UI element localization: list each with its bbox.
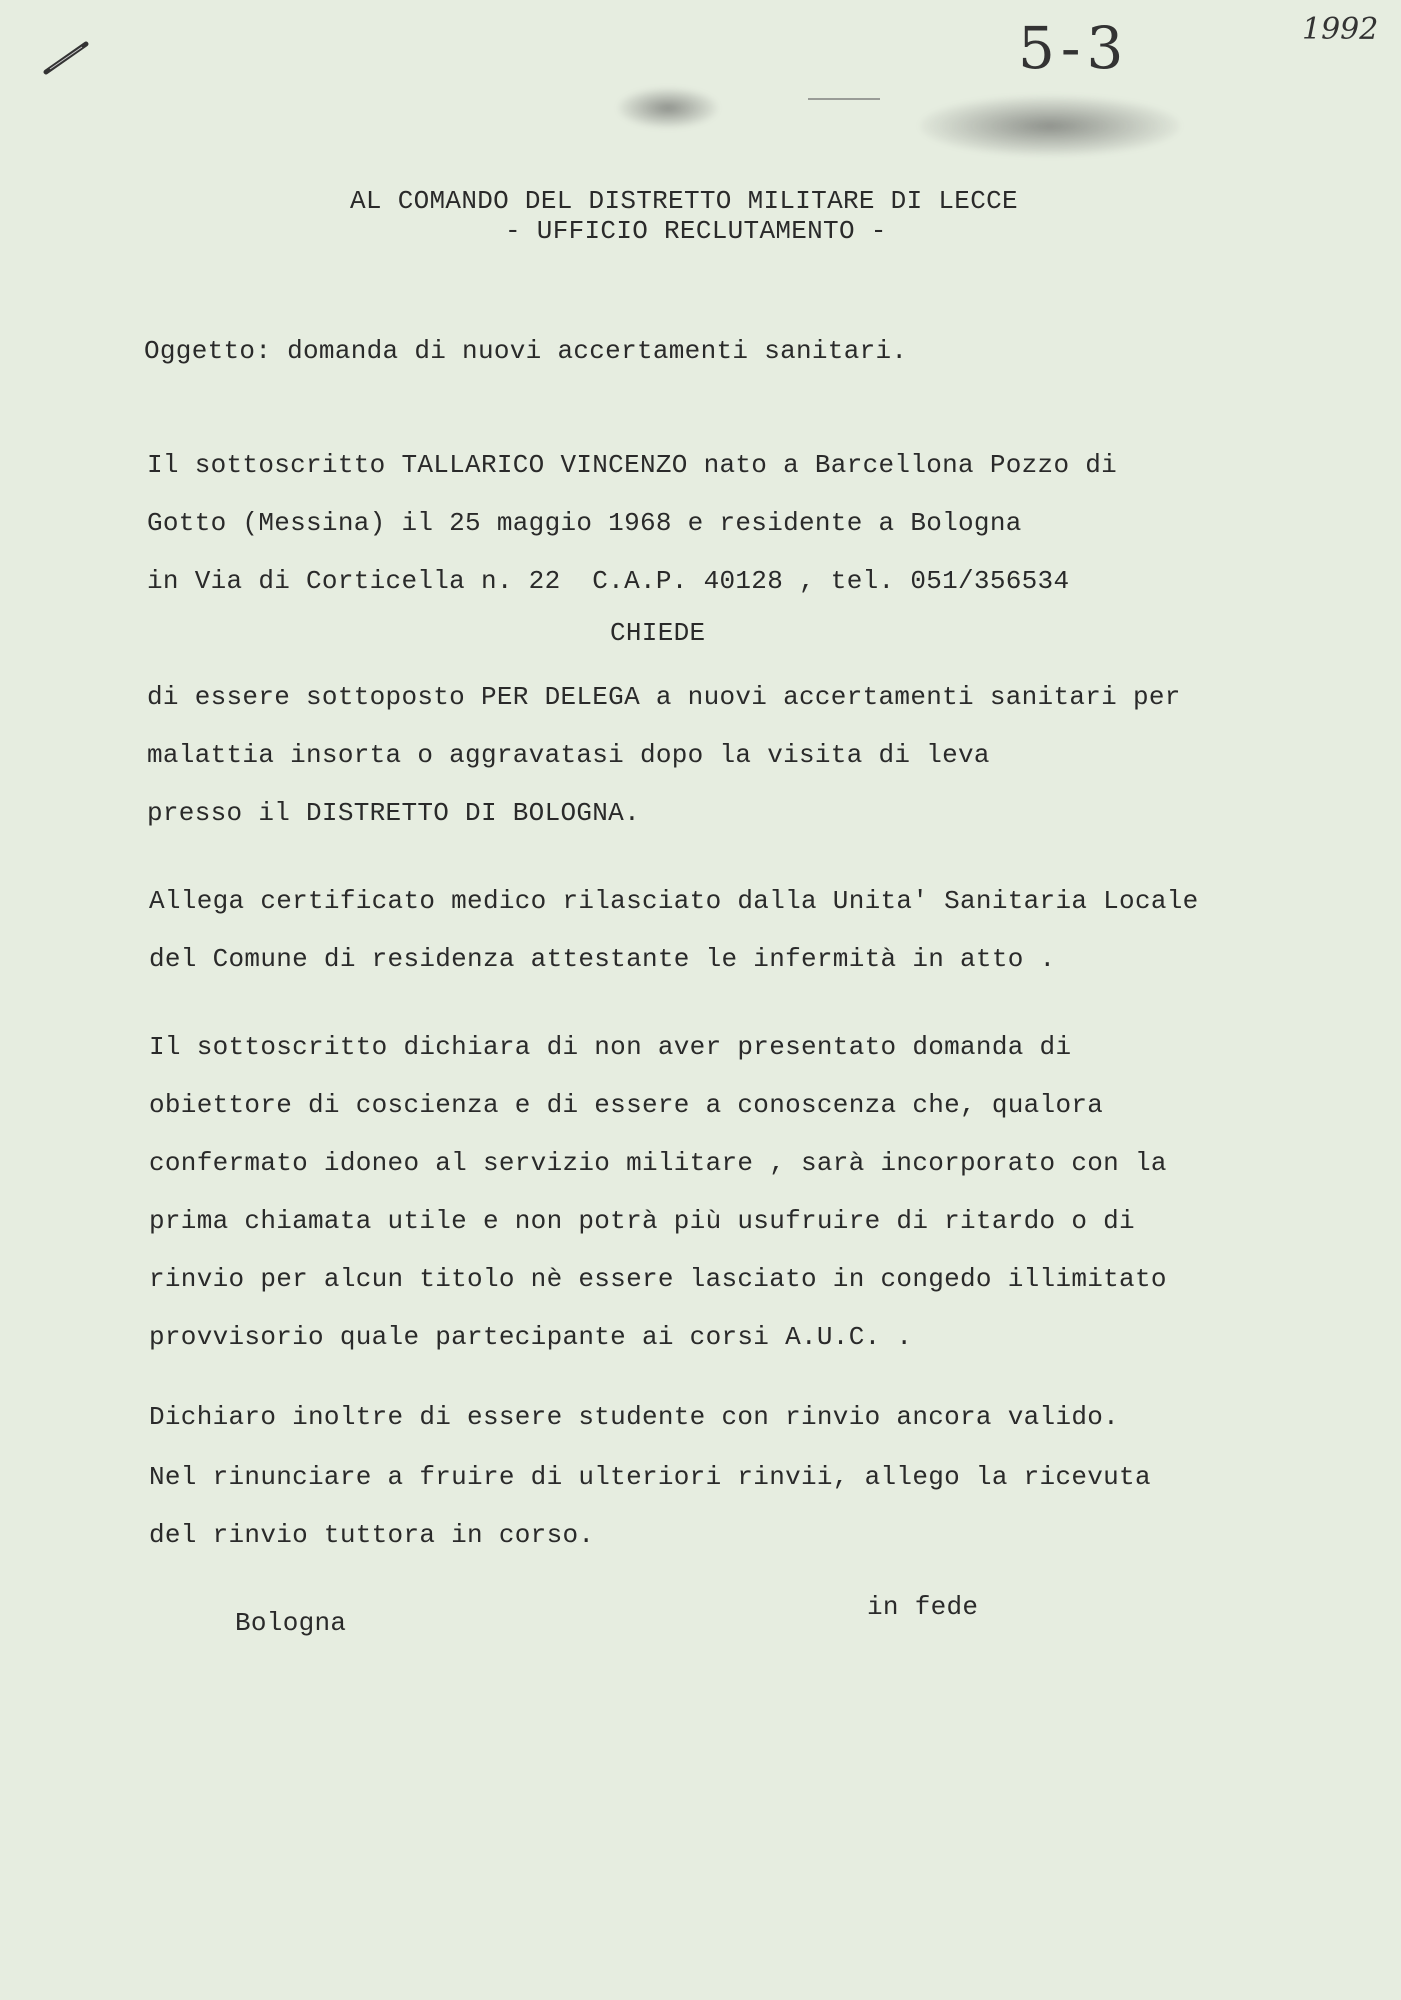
pen-mark-icon [42, 38, 92, 78]
paragraph4-line-4: prima chiamata utile e non potrà più usufruire di ritardo o di [149, 1206, 1135, 1236]
handwritten-ref-number: 5-3 [1018, 14, 1130, 82]
request-word: CHIEDE [610, 618, 706, 648]
paragraph4-line-3: confermato idoneo al servizio militare , sarà incorporato con la [149, 1148, 1167, 1178]
subject-line: Oggetto: domanda di nuovi accertamenti sanitari. [144, 336, 908, 366]
paragraph2-line-3: presso il DISTRETTO DI BOLOGNA. [147, 798, 640, 828]
stamp-dash [808, 98, 880, 100]
paragraph4-line-2: obiettore di coscienza e di essere a conoscenza che, qualora [149, 1090, 1104, 1120]
paragraph1-line-3: in Via di Corticella n. 22 C.A.P. 40128 , tel. 051/356534 [147, 566, 1070, 596]
header-line-2: - UFFICIO RECLUTAMENTO - [505, 216, 887, 246]
paragraph2-line-1: di essere sottoposto PER DELEGA a nuovi accertamenti sanitari per [147, 682, 1181, 712]
paragraph1-line-2: Gotto (Messina) il 25 maggio 1968 e residente a Bologna [147, 508, 1022, 538]
paragraph5-line-2: Nel rinunciare a fruire di ulteriori rinvii, allego la ricevuta [149, 1462, 1151, 1492]
closing-label: in fede [867, 1592, 979, 1622]
paragraph4-line-5: rinvio per alcun titolo nè essere lasciato in congedo illimitato [149, 1264, 1167, 1294]
place-label: Bologna [235, 1608, 347, 1638]
paragraph5-line-1: Dichiaro inoltre di essere studente con rinvio ancora valido. [149, 1402, 1120, 1432]
paragraph3-line-2: del Comune di residenza attestante le infermità in atto . [149, 944, 1056, 974]
stamp-smudge-left [618, 88, 718, 128]
handwritten-year: 1992 [1302, 12, 1379, 47]
paragraph5-line-3: del rinvio tuttora in corso. [149, 1520, 595, 1550]
paragraph4-line-6: provvisorio quale partecipante ai corsi A.U.C. . [149, 1322, 913, 1352]
header-line-1: AL COMANDO DEL DISTRETTO MILITARE DI LECCE [350, 186, 1018, 216]
paragraph4-line-1: Il sottoscritto dichiara di non aver presentato domanda di [149, 1032, 1072, 1062]
paragraph1-line-1: Il sottoscritto TALLARICO VINCENZO nato a Barcellona Pozzo di [147, 450, 1118, 480]
paragraph3-line-1: Allega certificato medico rilasciato dalla Unita' Sanitaria Locale [149, 886, 1199, 916]
paragraph2-line-2: malattia insorta o aggravatasi dopo la visita di leva [147, 740, 990, 770]
stamp-smudge-right [920, 96, 1180, 156]
